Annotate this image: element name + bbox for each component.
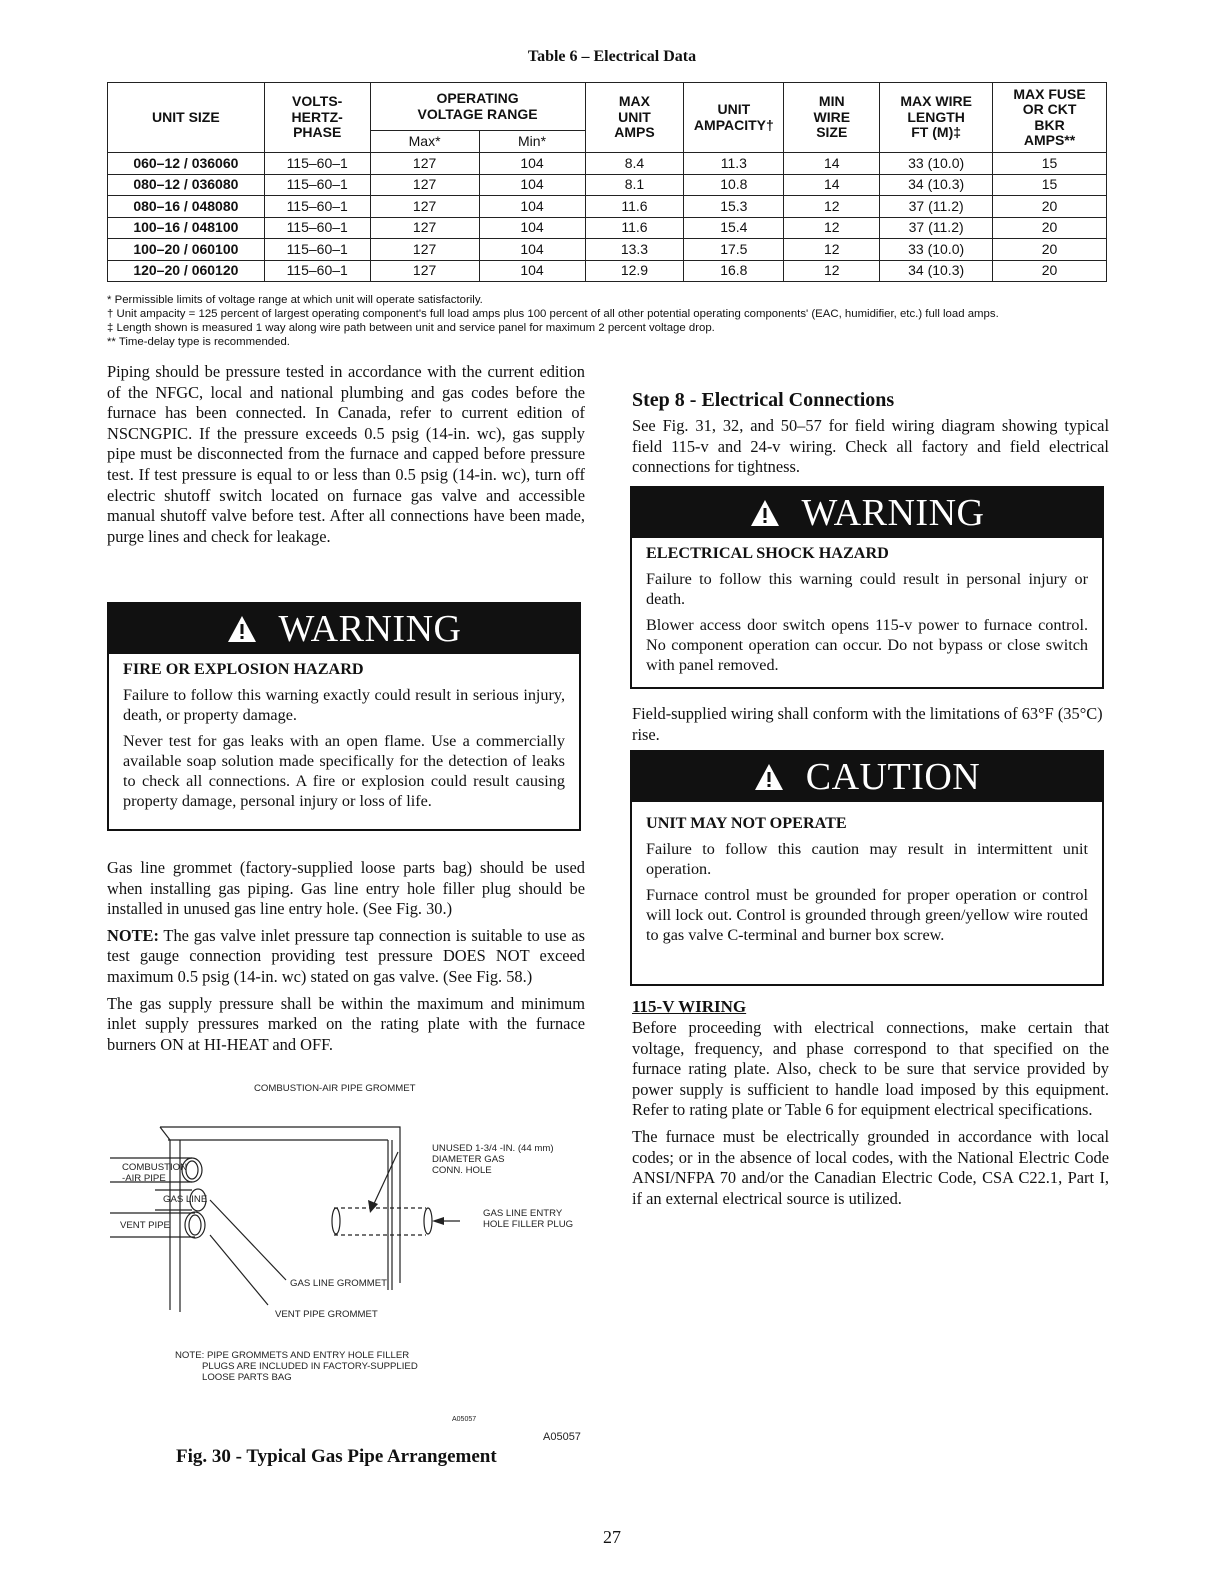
table-cell: 120–20 / 060120	[108, 260, 265, 282]
paragraph-supply-pressure: The gas supply pressure shall be within the maximum and minimum inlet supply pressures marked on the rating plate with the furnace burners ON at HI-HEAT and OFF.	[107, 993, 585, 1054]
footnote: † Unit ampacity = 125 percent of largest operating component's full load amps plus 100 percent of all other potential operating components' (EAC, humidifier, etc.) full load amps.	[107, 308, 999, 320]
label-combustion-pipe: COMBUSTION -AIR PIPE	[122, 1162, 188, 1184]
warning-banner: WARNING	[632, 488, 1102, 538]
electrical-shock-warning	[630, 486, 1104, 689]
table-cell: 12	[784, 217, 880, 239]
table-cell: 17.5	[684, 239, 784, 261]
page-number: 27	[603, 1527, 621, 1547]
header-max: Max*	[370, 131, 479, 153]
unit-may-not-operate-caution	[630, 750, 1104, 986]
table-cell: 104	[479, 260, 585, 282]
warning-triangle-icon	[750, 499, 780, 527]
paragraph-grommet: Gas line grommet (factory-supplied loose parts bag) should be used when installing gas piping. Gas line entry hole filler plug should be installed in unused gas line entry hole. (See Fig. 30.)	[107, 858, 585, 919]
warning-triangle-icon	[754, 763, 784, 791]
table-cell: 115–60–1	[264, 196, 370, 218]
table-cell: 15	[993, 153, 1107, 175]
table-cell: 20	[993, 196, 1107, 218]
table-cell: 127	[370, 239, 479, 261]
table-cell: 127	[370, 260, 479, 282]
header-min-wire-size: MIN WIRE SIZE	[784, 83, 880, 153]
table-cell: 11.3	[684, 153, 784, 175]
fire-explosion-warning	[107, 602, 581, 831]
table-cell: 12	[784, 239, 880, 261]
table-cell: 104	[479, 153, 585, 175]
warning-text: Failure to follow this warning exactly could result in serious injury, death, or property damage.	[123, 686, 565, 724]
label-unused-hole: UNUSED 1-3/4 -IN. (44 mm) DIAMETER GAS CONN. HOLE	[432, 1143, 554, 1176]
subsection-heading: 115-V WIRING	[632, 997, 747, 1016]
table-row	[108, 260, 1107, 282]
table-cell: 15.4	[684, 217, 784, 239]
warning-triangle-icon	[227, 615, 257, 643]
table-cell: 20	[993, 239, 1107, 261]
table-cell: 100–16 / 048100	[108, 217, 265, 239]
table-cell: 060–12 / 036060	[108, 153, 265, 175]
paragraph-wiring-diagram: See Fig. 31, 32, and 50–57 for field wiring diagram showing typical field 115-v and 24-v wiring. Check all factory and field electrical connections for tightness.	[632, 416, 1109, 477]
table-cell: 15	[993, 174, 1107, 196]
table-cell: 15.3	[684, 196, 784, 218]
table-row	[108, 153, 1107, 175]
table-cell: 20	[993, 260, 1107, 282]
table-cell: 080–12 / 036080	[108, 174, 265, 196]
footnote: * Permissible limits of voltage range at which unit will operate satisfactorily.	[107, 294, 483, 306]
paragraph-field-wiring: Field-supplied wiring shall conform with the limitations of 63°F (35°C) rise.	[632, 704, 1103, 744]
table-row	[108, 174, 1107, 196]
table-footnotes	[107, 293, 1107, 349]
table-cell: 33 (10.0)	[880, 239, 993, 261]
table-cell: 11.6	[585, 217, 684, 239]
table-cell: 14	[784, 174, 880, 196]
table-cell: 127	[370, 174, 479, 196]
table-cell: 115–60–1	[264, 153, 370, 175]
warning-banner: WARNING	[109, 604, 579, 654]
table-cell: 37 (11.2)	[880, 196, 993, 218]
label-filler-plug: GAS LINE ENTRY HOLE FILLER PLUG	[483, 1208, 574, 1230]
table-cell: 14	[784, 153, 880, 175]
figure-note: NOTE: PIPE GROMMETS AND ENTRY HOLE FILLER PLUGS ARE INCLUDED IN FACTORY-SUPPLIED LOOSE PARTS BAG	[175, 1350, 418, 1383]
table-row	[108, 217, 1107, 239]
footnote: ** Time-delay type is recommended.	[107, 336, 290, 348]
table-cell: 115–60–1	[264, 217, 370, 239]
table-cell: 115–60–1	[264, 239, 370, 261]
table-cell: 100–20 / 060100	[108, 239, 265, 261]
header-operating-voltage-range: OPERATING VOLTAGE RANGE	[370, 83, 585, 131]
label-vent-pipe: VENT PIPE	[120, 1220, 170, 1231]
header-unit-ampacity: UNIT AMPACITY†	[684, 83, 784, 153]
table-cell: 34 (10.3)	[880, 260, 993, 282]
electrical-data-table	[107, 82, 1107, 282]
table-cell: 104	[479, 217, 585, 239]
footnote: ‡ Length shown is measured 1 way along wire path between unit and service panel for maximum 2 percent voltage drop.	[107, 322, 715, 334]
right-column-bottom	[632, 996, 1109, 1215]
header-unit-size: UNIT SIZE	[108, 83, 265, 153]
right-column-top	[632, 388, 1109, 484]
right-column-mid	[632, 704, 1109, 751]
paragraph-before-proceeding: Before proceeding with electrical connections, make certain that voltage, frequency, and phase correspond to that specified on the furnace rating plate. Also, check to be sure that service provided by power supply is sufficient to handle load imposed by this equipment. Refer to rating plate or Table 6 for equipment electrical specifications.	[632, 1018, 1109, 1120]
table-cell: 13.3	[585, 239, 684, 261]
table-title: Table 6 – Electrical Data	[527, 48, 697, 65]
table-row	[108, 196, 1107, 218]
table-cell: 33 (10.0)	[880, 153, 993, 175]
left-column-top	[107, 362, 585, 553]
hazard-title: UNIT MAY NOT OPERATE	[646, 814, 847, 832]
table-cell: 104	[479, 174, 585, 196]
label-vent-pipe-grommet: VENT PIPE GROMMET	[275, 1309, 378, 1320]
table-cell: 34 (10.3)	[880, 174, 993, 196]
label-combustion-grommet: COMBUSTION-AIR PIPE GROMMET	[254, 1083, 416, 1094]
header-max-wire-length: MAX WIRE LENGTH FT (M)‡	[880, 83, 993, 153]
figure-code: A05057	[543, 1431, 581, 1443]
paragraph-note: NOTE: The gas valve inlet pressure tap connection is suitable to use as test gauge connection providing test pressure DOES NOT exceed maximum 0.5 psig (14-in. wc) stated on gas valve. (See Fig. 58.)	[107, 925, 585, 986]
caution-banner: CAUTION	[632, 752, 1102, 802]
table-cell: 37 (11.2)	[880, 217, 993, 239]
header-min: Min*	[479, 131, 585, 153]
header-max-fuse: MAX FUSE OR CKT BKR AMPS**	[993, 83, 1107, 153]
table-cell: 12.9	[585, 260, 684, 282]
caution-text: Failure to follow this caution may result in intermittent unit operation.	[646, 840, 1088, 878]
warning-text: Blower access door switch opens 115-v power to furnace control. No component operation can occur. Do not bypass or close switch with panel removed.	[646, 616, 1088, 674]
header-volts-hertz-phase: VOLTS- HERTZ- PHASE	[264, 83, 370, 153]
hazard-title: FIRE OR EXPLOSION HAZARD	[123, 660, 364, 678]
note-label: NOTE:	[107, 925, 159, 945]
caution-text: Furnace control must be grounded for proper operation or control will lock out. Control is grounded through green/yellow wire routed to gas valve C-terminal and burner box screw.	[646, 886, 1088, 944]
table-cell: 11.6	[585, 196, 684, 218]
table-cell: 104	[479, 196, 585, 218]
section-heading: Step 8 - Electrical Connections	[632, 389, 895, 411]
warning-text: Failure to follow this warning could result in personal injury or death.	[646, 570, 1088, 608]
table-cell: 115–60–1	[264, 174, 370, 196]
table-cell: 12	[784, 260, 880, 282]
table-cell: 127	[370, 196, 479, 218]
hazard-title: ELECTRICAL SHOCK HAZARD	[646, 544, 889, 562]
table-cell: 080–16 / 048080	[108, 196, 265, 218]
label-gas-line-grommet: GAS LINE GROMMET	[290, 1278, 388, 1289]
table-cell: 127	[370, 153, 479, 175]
table-cell: 8.4	[585, 153, 684, 175]
table-cell: 127	[370, 217, 479, 239]
paragraph-grounding: The furnace must be electrically grounded in accordance with local codes; or in the absence of local codes, with the National Electric Code ANSI/NFPA 70 and/or the Canadian Electric Code, CSA C22.1, Part I, if an external electrical source is utilized.	[632, 1126, 1109, 1208]
table-cell: 12	[784, 196, 880, 218]
label-gas-line: GAS LINE	[163, 1194, 208, 1205]
table-cell: 115–60–1	[264, 260, 370, 282]
table-row	[108, 239, 1107, 261]
table-cell: 16.8	[684, 260, 784, 282]
warning-text: Never test for gas leaks with an open flame. Use a commercially available soap solution made specifically for the detection of leaks to check all connections. A fire or explosion could result causing property damage, personal injury or loss of life.	[123, 732, 565, 810]
figure-caption: Fig. 30 - Typical Gas Pipe Arrangement	[176, 1446, 497, 1467]
paragraph-pressure-test: Piping should be pressure tested in accordance with the current edition of the NFGC, local and national plumbing and gas codes before the furnace has been connected. In Canada, refer to current edition of NSCNGPIC. If the pressure exceeds 0.5 psig (14-in. wc), gas supply pipe must be disconnected from the furnace and capped before pressure test. If test pressure is equal to or less than 0.5 psig (14-in. wc), turn off electric shutoff switch located on furnace gas valve and accessible manual shutoff valve before test. After all connections have been made, purge lines and check for leakage.	[107, 362, 585, 546]
table-cell: 10.8	[684, 174, 784, 196]
header-max-unit-amps: MAX UNIT AMPS	[585, 83, 684, 153]
table-cell: 8.1	[585, 174, 684, 196]
table-cell: 20	[993, 217, 1107, 239]
table-cell: 104	[479, 239, 585, 261]
left-column-bottom	[107, 858, 585, 1061]
figure-code-small: A05057	[452, 1416, 477, 1423]
